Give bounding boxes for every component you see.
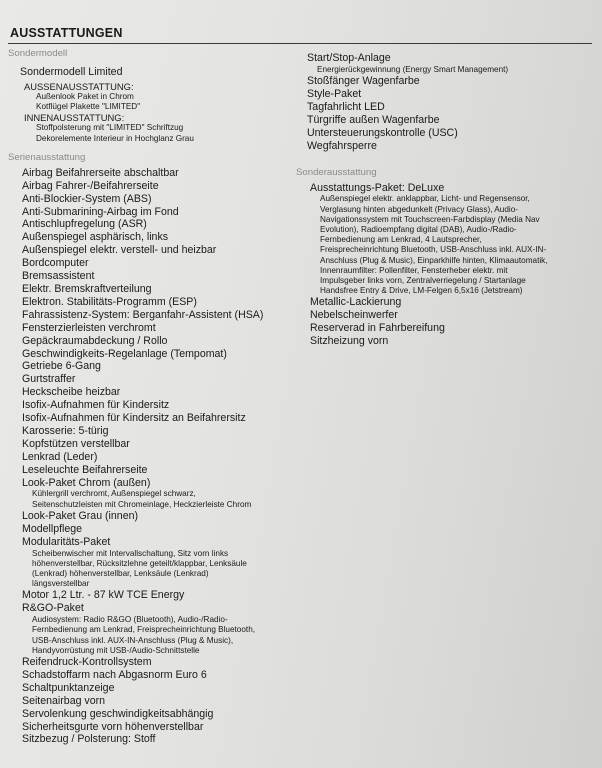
right-column: [296, 52, 596, 348]
equipment-item: Gepäckraumabdeckung / Rollo: [22, 334, 168, 347]
innen-item: Stoffpolsterung mit "LIMITED" Schriftzug: [36, 123, 184, 133]
equipment-item: Reifendruck-Kontrollsystem: [22, 656, 152, 669]
aussen-item: Kotflügel Plakette "LIMITED": [36, 102, 141, 112]
equipment-item: Bremsassistent: [22, 270, 95, 283]
equipment-detail: höhenverstellbar, Rücksitzlehne geteilt/klappbar, Lenksäule: [32, 558, 247, 568]
equipment-detail: Anschluss (Plug & Music), Einparkhilfe hinten, Klimaautomatik,: [320, 255, 548, 265]
equipment-item: Heckscheibe heizbar: [22, 386, 121, 399]
equipment-detail: Fernbedienung am Lenkrad, Freisprecheinrichtung Bluetooth,: [32, 625, 256, 635]
equipment-detail: Audiosystem: Radio R&GO (Bluetooth), Audio-/Radio-: [32, 615, 228, 625]
innen-item: Dekorelemente Interieur in Hochglanz Grau: [36, 133, 194, 143]
equipment-detail: Impulsgeber links vorn, Zentralverriegelung / Startanlage: [320, 276, 526, 286]
equipment-item: Anti-Blockier-System (ABS): [22, 192, 152, 205]
aussen-item: Außenlook Paket in Chrom: [36, 92, 134, 101]
equipment-item: Schaltpunktanzeige: [22, 681, 115, 694]
equipment-detail: Navigationssystem mit Touchscreen-Farbdisplay (Media Nav: [320, 214, 540, 224]
equipment-item: Nebelscheinwerfer: [310, 309, 398, 322]
equipment-detail: Evolution), Radioempfang digital (DAB), Audio-/Radio-: [320, 225, 517, 235]
equipment-item: Bordcomputer: [22, 257, 89, 270]
equipment-item: Sitzheizung vorn: [310, 335, 389, 348]
equipment-item: Sitzbezug / Polsterung: Stoff: [22, 733, 156, 746]
equipment-detail: Verglasung hinten abgedunkelt (Privacy Glass), Audio-: [320, 204, 518, 214]
equipment-item: Türgriffe außen Wagenfarbe: [307, 113, 440, 126]
aussen-heading: AUSSENAUSSTATTUNG:: [24, 81, 134, 92]
equipment-item: Fahrassistenz-System: Berganfahr-Assistent (HSA): [22, 308, 264, 321]
left-column: [8, 48, 293, 746]
equipment-item: Ausstattungs-Paket: DeLuxe: [310, 181, 445, 194]
serien-list: [8, 167, 293, 747]
equipment-item: Seitenairbag vorn: [22, 694, 106, 707]
sonder-heading: Sonderausstattung: [296, 166, 377, 178]
equipment-item: Karosserie: 5-türig: [22, 424, 109, 437]
equipment-item: Motor 1,2 Ltr. - 87 kW TCE Energy: [22, 589, 185, 602]
equipment-item: Modellpflege: [22, 522, 83, 535]
equipment-item: Elektron. Stabilitäts-Programm (ESP): [22, 295, 197, 308]
equipment-item: Style-Paket: [307, 88, 362, 101]
equipment-detail: Scheibenwischer mit Intervallschaltung, Sitz vorn links: [32, 548, 229, 558]
equipment-item: Außenspiegel elektr. verstell- und heizbar: [22, 244, 217, 257]
equipment-item: Schadstoffarm nach Abgasnorm Euro 6: [22, 668, 207, 681]
equipment-item: Start/Stop-Anlage: [307, 52, 391, 64]
equipment-item: Lenkrad (Leder): [22, 450, 98, 463]
equipment-item: Wegfahrsperre: [307, 139, 377, 152]
equipment-item: Airbag Beifahrerseite abschaltbar: [22, 166, 179, 179]
equipment-detail: Kühlergrill verchromt, Außenspiegel schwarz,: [32, 489, 196, 499]
equipment-item: Geschwindigkeits-Regelanlage (Tempomat): [22, 347, 227, 360]
page-title: AUSSTATTUNGEN: [10, 26, 123, 40]
equipment-item: Stoßfänger Wagenfarbe: [307, 75, 420, 88]
serien-heading: Serienausstattung: [8, 151, 86, 163]
equipment-detail: Seitenschutzleisten mit Chromeinlage, Heckzierleiste Chrom: [32, 499, 252, 509]
equipment-item: Fensterzierleisten verchromt: [22, 321, 156, 334]
equipment-item: Antischlupfregelung (ASR): [22, 218, 147, 231]
equipment-detail: Außenspiegel elektr. anklappbar, Licht- und Regensensor,: [320, 194, 530, 204]
equipment-item: Leseleuchte Beifahrerseite: [22, 463, 148, 476]
equipment-item: Kopfstützen verstellbar: [22, 437, 130, 450]
equipment-item: Getriebe 6-Gang: [22, 360, 101, 373]
innen-heading: INNENAUSSTATTUNG:: [24, 112, 125, 124]
equipment-detail: USB-Anschluss inkl. AUX-IN-Anschluss (Plug & Music),: [32, 635, 234, 645]
equipment-item: Sicherheitsgurte vorn höhenverstellbar: [22, 720, 204, 733]
equipment-detail: Fernbedienung am Lenkrad, 4 Lautsprecher,: [320, 235, 482, 245]
equipment-item: Gurtstraffer: [22, 373, 76, 386]
equipment-item: Isofix-Aufnahmen für Kindersitz an Beifahrersitz: [22, 412, 246, 425]
equipment-item: R&GO-Paket: [22, 602, 84, 615]
equipment-item: Modularitäts-Paket: [22, 535, 111, 548]
equipment-item: Anti-Submarining-Airbag im Fond: [22, 205, 179, 218]
equipment-item: Look-Paket Chrom (außen): [22, 476, 151, 489]
title-divider: [8, 43, 592, 44]
equipment-detail: Energierückgewinnung (Energy Smart Management): [317, 64, 509, 74]
equipment-detail: (Lenkrad) höhenverstellbar, Lenksäule (Lenkrad): [32, 569, 209, 578]
sonder-list: [296, 182, 596, 349]
serien-continued-list: [296, 52, 596, 153]
sondermodell-name: Sondermodell Limited: [20, 66, 123, 78]
equipment-detail: längsverstellbar: [32, 579, 90, 589]
equipment-item: Tagfahrlicht LED: [307, 100, 385, 113]
sondermodell-heading: Sondermodell: [8, 48, 68, 59]
equipment-item: Isofix-Aufnahmen für Kindersitz: [22, 399, 170, 412]
equipment-item: Metallic-Lackierung: [310, 296, 402, 309]
equipment-item: Airbag Fahrer-/Beifahrerseite: [22, 179, 159, 192]
equipment-item: Servolenkung geschwindigkeitsabhängig: [22, 707, 214, 720]
equipment-item: Untersteuerungskontrolle (USC): [307, 126, 458, 139]
equipment-detail: Handyvorrüstung mit USB-/Audio-Schnittstelle: [32, 645, 200, 655]
equipment-detail: Freisprecheinrichtung Bluetooth, USB-Anschluss inkl. AUX-IN-: [320, 245, 547, 255]
equipment-item: Elektr. Bremskraftverteilung: [22, 282, 152, 295]
equipment-detail: Innenraumfilter: Pollenfilter, Fensterheber elektr. mit: [320, 265, 508, 275]
equipment-item: Reserverad in Fahrbereifung: [310, 322, 445, 335]
equipment-detail: Handsfree Entry & Drive, LM-Felgen 6,5x16 (Jetstream): [320, 286, 523, 296]
equipment-item: Außenspiegel asphärisch, links: [22, 231, 169, 244]
equipment-item: Look-Paket Grau (innen): [22, 509, 139, 522]
